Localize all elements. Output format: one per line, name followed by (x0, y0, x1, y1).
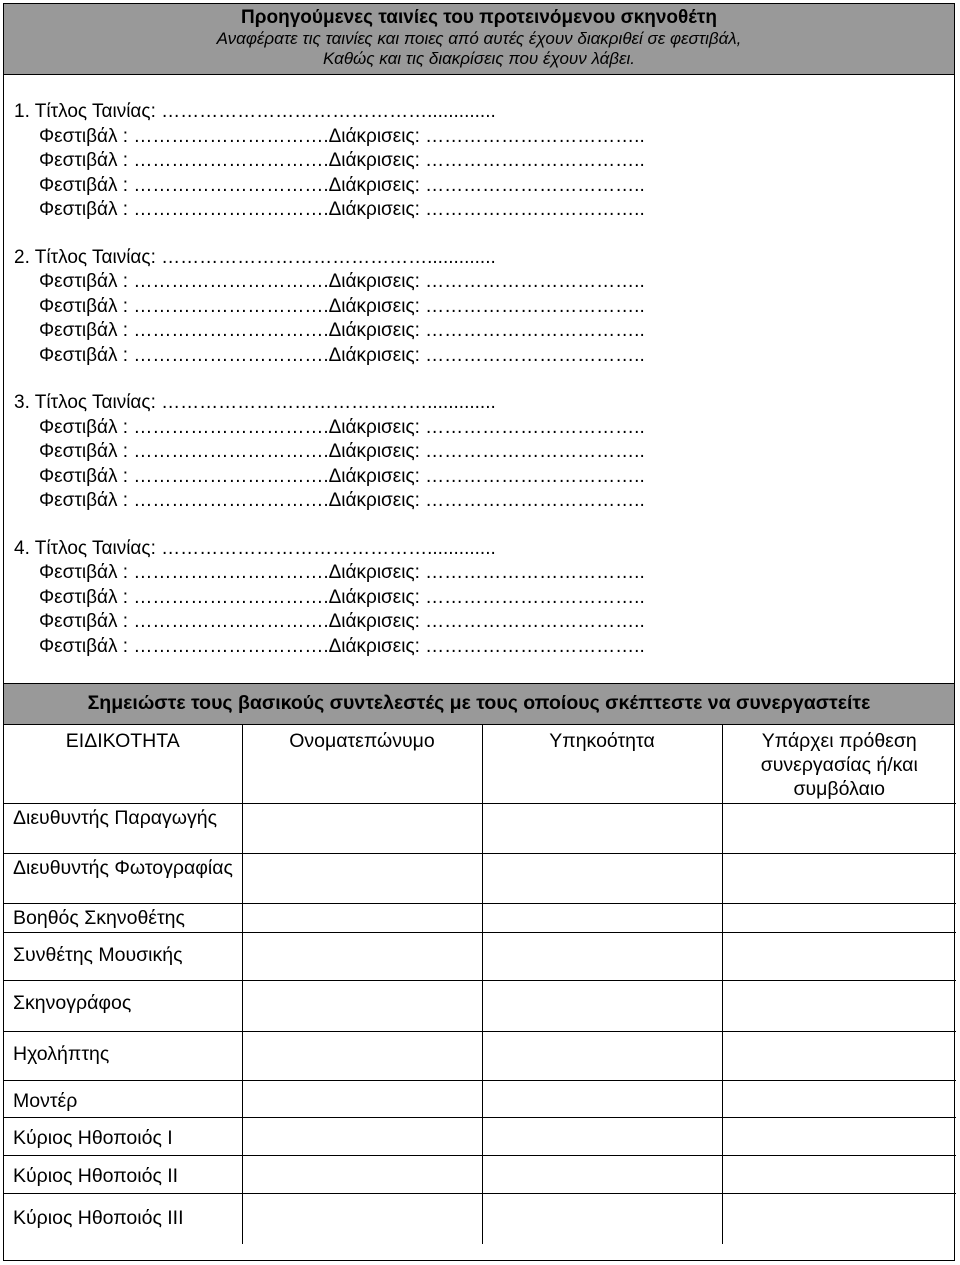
film-entry (14, 537, 944, 660)
festival-awards-field[interactable]: Φεστιβάλ : ………………………….Διάκρισεις: …………………………….. (39, 586, 645, 608)
name-cell[interactable] (242, 933, 482, 981)
films-list (14, 100, 944, 682)
nationality-cell[interactable] (482, 804, 722, 854)
intent-cell[interactable] (722, 1194, 956, 1244)
role-label: Βοηθός Σκηνοθέτης (4, 904, 242, 933)
collaborators-title: Σημειώστε τους βασικούς συντελεστές με τους οποίους σκέπτεστε να συνεργαστείτε (87, 692, 871, 714)
table-row (4, 854, 956, 904)
table-row (4, 904, 956, 933)
table-row (4, 1032, 956, 1081)
column-header-specialty: ΕΙΔΙΚΟΤΗΤΑ (4, 725, 242, 804)
festival-awards-field[interactable]: Φεστιβάλ : ………………………….Διάκρισεις: …………………………….. (39, 199, 645, 220)
name-cell[interactable] (242, 904, 482, 933)
film-entry (14, 391, 944, 514)
section-instructions-line1: Αναφέρατε τις ταινίες και ποιες από αυτές έχουν διακριθεί σε φεστιβάλ, (216, 29, 742, 48)
previous-films-header (4, 4, 954, 75)
table-row (4, 1194, 956, 1244)
section-title: Προηγούμενες ταινίες του προτεινόμενου σκηνοθέτη (241, 7, 717, 28)
column-header-collaboration-intent: Υπάρχει πρόθεση συνεργασίας ή/και συμβόλαιο (722, 725, 956, 804)
table-row (4, 1081, 956, 1118)
festival-awards-field[interactable]: Φεστιβάλ : ………………………….Διάκρισεις: …………………………….. (39, 635, 645, 657)
film-entry (14, 100, 944, 223)
column-header-nationality: Υπηκοότητα (482, 725, 722, 804)
festival-awards-field[interactable]: Φεστιβάλ : ………………………….Διάκρισεις: …………………………….. (39, 441, 645, 462)
film-title-field[interactable]: 3. Τίτλος Ταινίας: ……………………………………............. (14, 392, 496, 413)
table-row (4, 804, 956, 854)
intent-cell[interactable] (722, 1118, 956, 1156)
film-entry (14, 246, 944, 369)
festival-awards-field[interactable]: Φεστιβάλ : ………………………….Διάκρισεις: …………………………….. (39, 174, 645, 196)
name-cell[interactable] (242, 804, 482, 854)
table-row (4, 1118, 956, 1156)
nationality-cell[interactable] (482, 854, 722, 904)
name-cell[interactable] (242, 981, 482, 1032)
nationality-cell[interactable] (482, 1032, 722, 1081)
intent-cell[interactable] (722, 933, 956, 981)
film-title-field[interactable]: 1. Τίτλος Ταινίας: ……………………………………............. (14, 101, 496, 122)
festival-awards-field[interactable]: Φεστιβάλ : ………………………….Διάκρισεις: …………………………….. (39, 562, 645, 583)
festival-awards-field[interactable]: Φεστιβάλ : ………………………….Διάκρισεις: …………………………….. (39, 611, 645, 632)
festival-awards-field[interactable]: Φεστιβάλ : ………………………….Διάκρισεις: …………………………….. (39, 344, 645, 366)
festival-awards-field[interactable]: Φεστιβάλ : ………………………….Διάκρισεις: …………………………….. (39, 150, 645, 171)
nationality-cell[interactable] (482, 1194, 722, 1244)
intent-cell[interactable] (722, 904, 956, 933)
role-label: Σκηνογράφος (4, 981, 242, 1032)
form-frame (3, 3, 955, 1261)
intent-cell[interactable] (722, 854, 956, 904)
role-label: Κύριος Ηθοποιός Ι (4, 1118, 242, 1156)
role-label: Διευθυντής Φωτογραφίας (4, 854, 242, 904)
intent-cell[interactable] (722, 804, 956, 854)
intent-cell[interactable] (722, 981, 956, 1032)
role-label: Κύριος Ηθοποιός ΙΙ (4, 1156, 242, 1194)
nationality-cell[interactable] (482, 981, 722, 1032)
festival-awards-field[interactable]: Φεστιβάλ : ………………………….Διάκρισεις: …………………………….. (39, 320, 645, 341)
role-label: Κύριος Ηθοποιός ΙΙΙ (4, 1194, 242, 1244)
table-row (4, 1156, 956, 1194)
festival-awards-field[interactable]: Φεστιβάλ : ………………………….Διάκρισεις: …………………………….. (39, 271, 645, 292)
collaborators-header (4, 683, 954, 725)
name-cell[interactable] (242, 1194, 482, 1244)
table-row (4, 981, 956, 1032)
name-cell[interactable] (242, 1118, 482, 1156)
intent-cell[interactable] (722, 1081, 956, 1118)
film-title-field[interactable]: 4. Τίτλος Ταινίας: ……………………………………............. (14, 537, 496, 559)
festival-awards-field[interactable]: Φεστιβάλ : ………………………….Διάκρισεις: …………………………….. (39, 490, 645, 511)
nationality-cell[interactable] (482, 1156, 722, 1194)
table-row (4, 933, 956, 981)
collaborators-table (4, 725, 956, 1244)
nationality-cell[interactable] (482, 933, 722, 981)
film-title-field[interactable]: 2. Τίτλος Ταινίας: ……………………………………............. (14, 246, 496, 268)
nationality-cell[interactable] (482, 1118, 722, 1156)
intent-cell[interactable] (722, 1156, 956, 1194)
name-cell[interactable] (242, 1156, 482, 1194)
column-header-full-name: Ονοματεπώνυμο (242, 725, 482, 804)
name-cell[interactable] (242, 1081, 482, 1118)
festival-awards-field[interactable]: Φεστιβάλ : ………………………….Διάκρισεις: …………………………….. (39, 465, 645, 487)
role-label: Διευθυντής Παραγωγής (4, 804, 242, 854)
role-label: Ηχολήπτης (4, 1032, 242, 1081)
intent-cell[interactable] (722, 1032, 956, 1081)
name-cell[interactable] (242, 1032, 482, 1081)
name-cell[interactable] (242, 854, 482, 904)
festival-awards-field[interactable]: Φεστιβάλ : ………………………….Διάκρισεις: …………………………….. (39, 295, 645, 317)
nationality-cell[interactable] (482, 904, 722, 933)
role-label: Συνθέτης Μουσικής (4, 933, 242, 981)
table-header-row (4, 725, 956, 804)
festival-awards-field[interactable]: Φεστιβάλ : ………………………….Διάκρισεις: …………………………….. (39, 416, 645, 438)
festival-awards-field[interactable]: Φεστιβάλ : ………………………….Διάκρισεις: …………………………….. (39, 125, 645, 147)
section-instructions-line2: Καθώς και τις διακρίσεις που έχουν λάβει. (323, 49, 635, 68)
nationality-cell[interactable] (482, 1081, 722, 1118)
role-label: Μοντέρ (4, 1081, 242, 1118)
